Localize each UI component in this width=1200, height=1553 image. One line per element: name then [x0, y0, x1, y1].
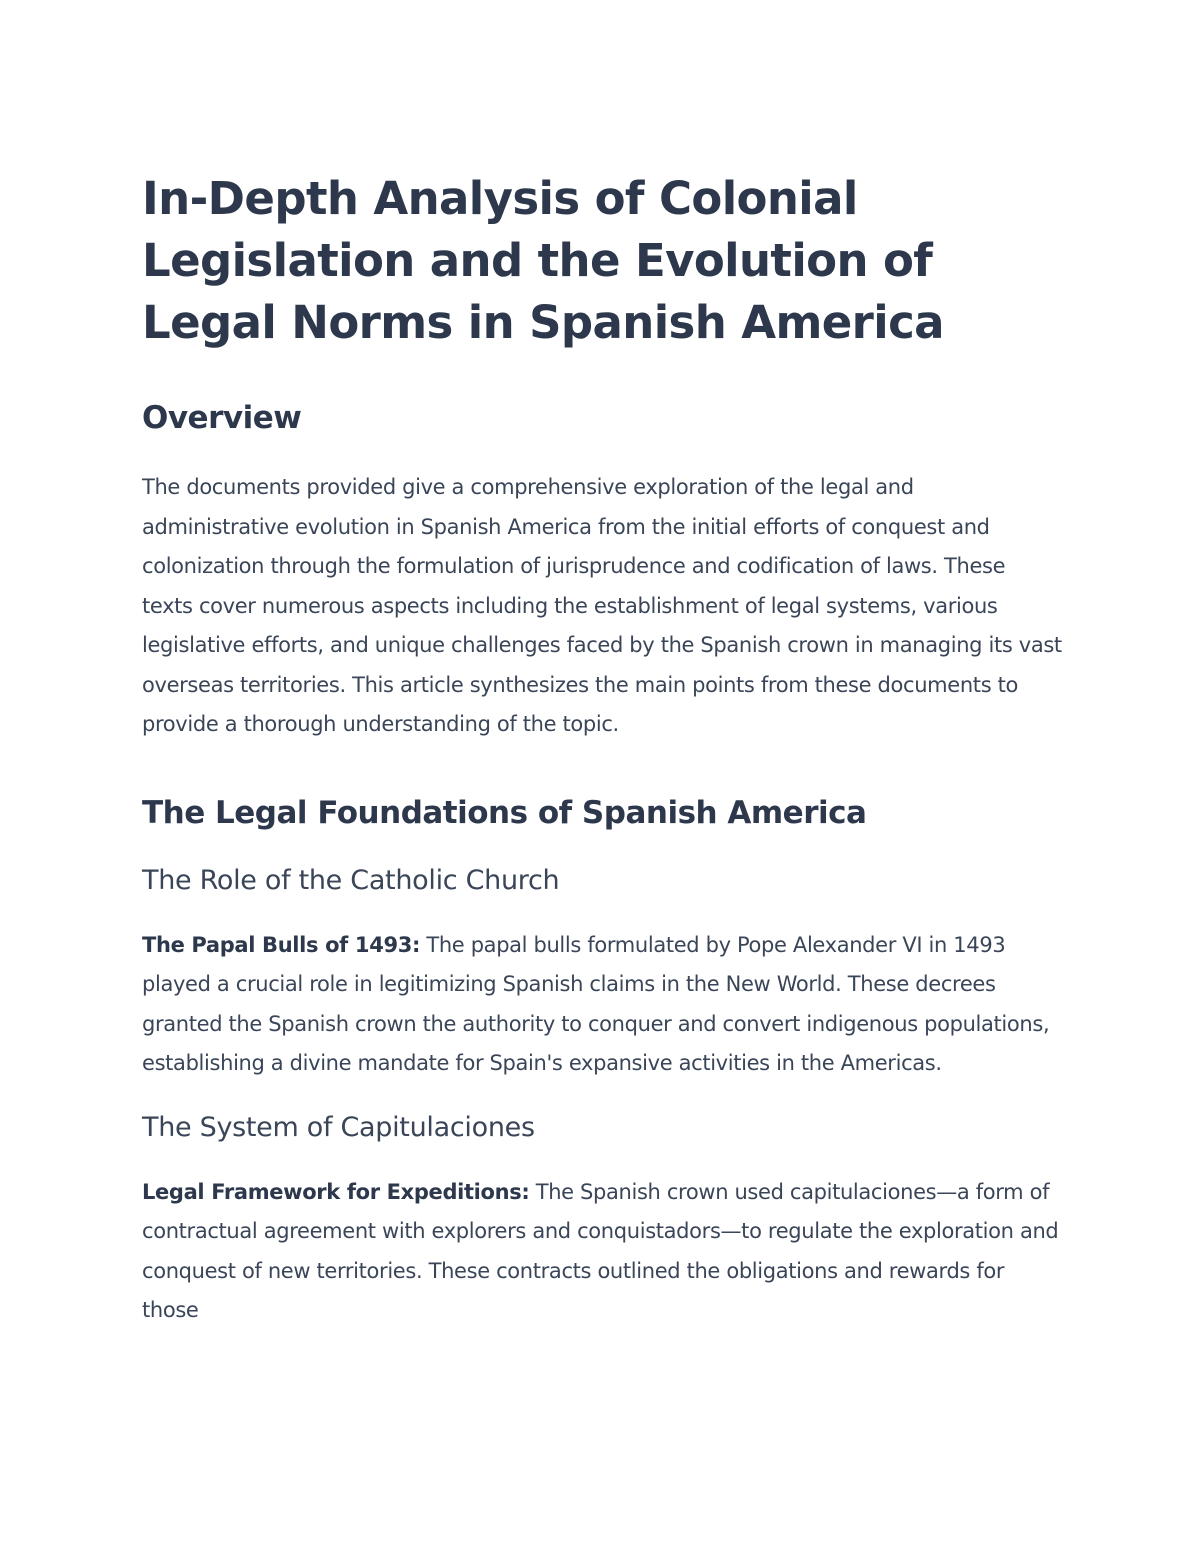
papal-bulls-term: The Papal Bulls of 1493:	[142, 932, 421, 957]
expeditions-term: Legal Framework for Expeditions:	[142, 1179, 530, 1204]
document-page	[142, 168, 1062, 1331]
papal-bulls-paragraph	[142, 926, 1062, 1084]
papal-bulls-text: The papal bulls formulated by Pope Alexander VI in 1493 played a crucial role in legitimizing Spanish claims in the New World. These decrees granted the Spanish crown the authority to conquer and convert indigenous populations, establishing a divine mandate for Spain's expansive activities in the Americas.	[142, 932, 1050, 1075]
document-title: In-Depth Analysis of Colonial Legislation and the Evolution of Legal Norms in Spanish America	[142, 172, 944, 349]
expeditions-paragraph	[142, 1173, 1062, 1331]
capitulaciones-subheading: The System of Capitulaciones	[142, 1111, 535, 1143]
expeditions-text: The Spanish crown used capitulaciones—a form of contractual agreement with explorers and conquistadors—to regulate the exploration and conquest of new territories. These contracts outlined the obligations and rewards for those	[142, 1179, 1059, 1322]
legal-foundations-heading: The Legal Foundations of Spanish America	[142, 794, 867, 831]
overview-paragraph: The documents provided give a comprehensive exploration of the legal and administrative evolution in Spanish America from the initial efforts of conquest and colonization through the formulation of jurisprudence and codification of laws. These texts cover numerous aspects including the establishment of legal systems, various legislative efforts, and unique challenges faced by the Spanish crown in managing its vast overseas territories. This article synthesizes the main points from these documents to provide a thorough understanding of the topic.	[142, 475, 1062, 736]
overview-heading: Overview	[142, 400, 302, 436]
church-subheading: The Role of the Catholic Church	[142, 864, 560, 896]
